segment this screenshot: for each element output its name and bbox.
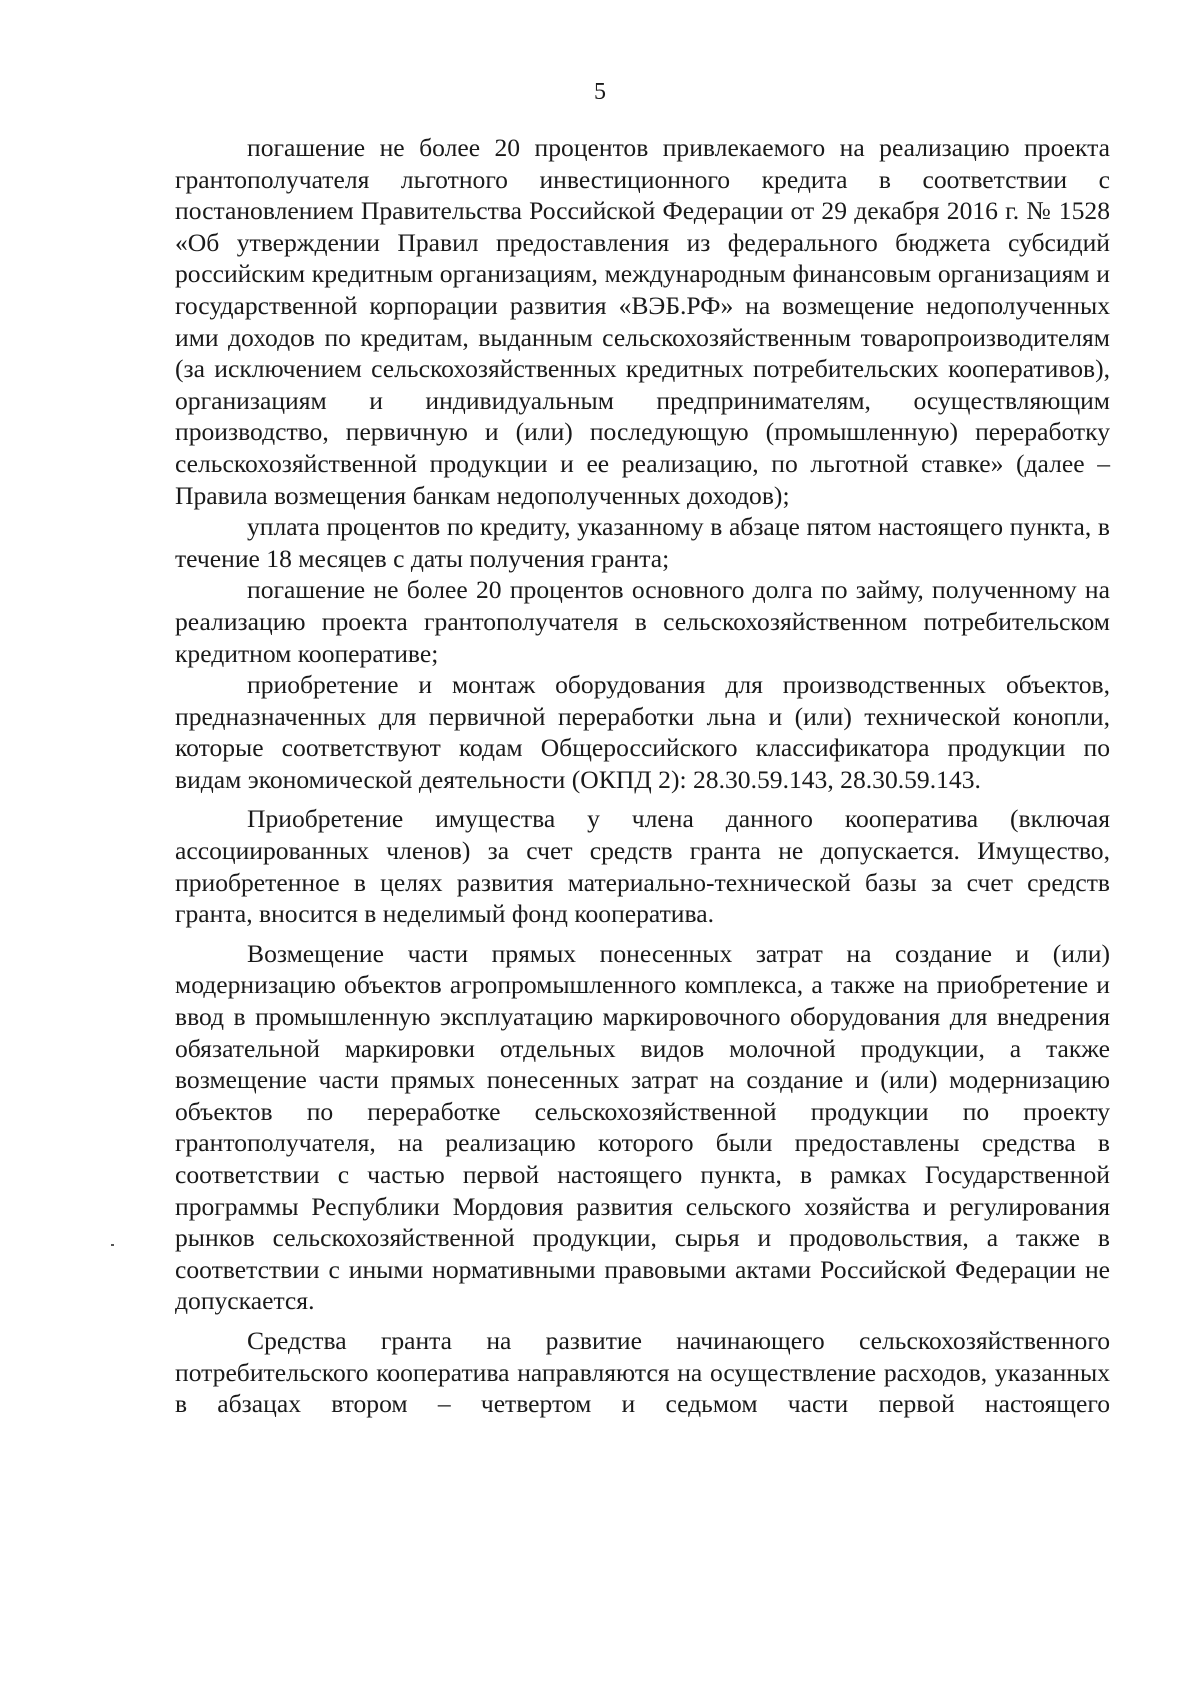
page-number: 5	[594, 79, 606, 105]
paragraph-debt-repayment: погашение не более 20 процентов основного долга по займу, полученному на реализацию проекта грантополучателя в сельскохозяйственном потребительском кредитном кооперативе;	[175, 575, 1110, 668]
paragraph-equipment-purchase: приобретение и монтаж оборудования для производственных объектов, предназначенных для первичной переработки льна и (или) технической конопли, которые соответствуют кодам Общероссийского классификатора продукции по видам экономической деятельности (ОКПД 2): 28.30.59.143, 28.30.59.143.	[175, 670, 1110, 794]
paragraph-cost-reimbursement: Возмещение части прямых понесенных затрат на создание и (или) модернизацию объектов агропромышленного комплекса, а также на приобретение и ввод в промышленную эксплуатацию маркировочного оборудования для внедрения обязательной маркировки отдельных видов молочной продукции, а также возмещение части прямых понесенных затрат на создание и (или) модернизацию объектов по переработке сельскохозяйственной продукции по проекту грантополучателя, на реализацию которого были предоставлены средства в соответствии с частью первой настоящего пункта, в рамках Государственной программы Республики Мордовия развития сельского хозяйства и регулирования рынков сельскохозяйственной продукции, сырья и продовольствия, а также в соответствии с иными нормативными правовыми актами Российской Федерации не допускается.	[175, 938, 1110, 1316]
paragraph-property-restriction: Приобретение имущества у члена данного кооператива (включая ассоциированных членов) за счет средств гранта не допускается. Имущество, приобретенное в целях развития материально-технической базы за счет средств гранта, вносится в неделимый фонд кооператива.	[175, 804, 1110, 929]
scan-speck	[111, 1244, 114, 1246]
paragraph-interest-payment: уплата процентов по кредиту, указанному в абзаце пятом настоящего пункта, в течение 18 месяцев с даты получения гранта;	[175, 512, 1110, 573]
paragraph-loan-repayment: погашение не более 20 процентов привлекаемого на реализацию проекта грантополучателя льготного инвестиционного кредита в соответствии с постановлением Правительства Российской Федерации от 29 декабря 2016 г. № 1528 «Об утверждении Правил предоставления из федерального бюджета субсидий российским кредитным организациям, международным финансовым организациям и государственной корпорации развития «ВЭБ.РФ» на возмещение недополученных ими доходов по кредитам, выданным сельскохозяйственным товаропроизводителям (за исключением сельскохозяйственных кредитных потребительских кооперативов), организациям и индивидуальным предпринимателям, осуществляющим производство, первичную и (или) последующую (промышленную) переработку сельскохозяйственной продукции и ее реализацию, по льготной ставке» (далее – Правила возмещения банкам недополученных доходов);	[175, 133, 1110, 510]
paragraph-grant-funds: Средства гранта на развитие начинающего сельскохозяйственного потребительского кооператива направляются на осуществление расходов, указанных в абзацах втором – четвертом и седьмом части первой настоящего	[175, 1325, 1110, 1419]
document-body	[175, 132, 1110, 1420]
